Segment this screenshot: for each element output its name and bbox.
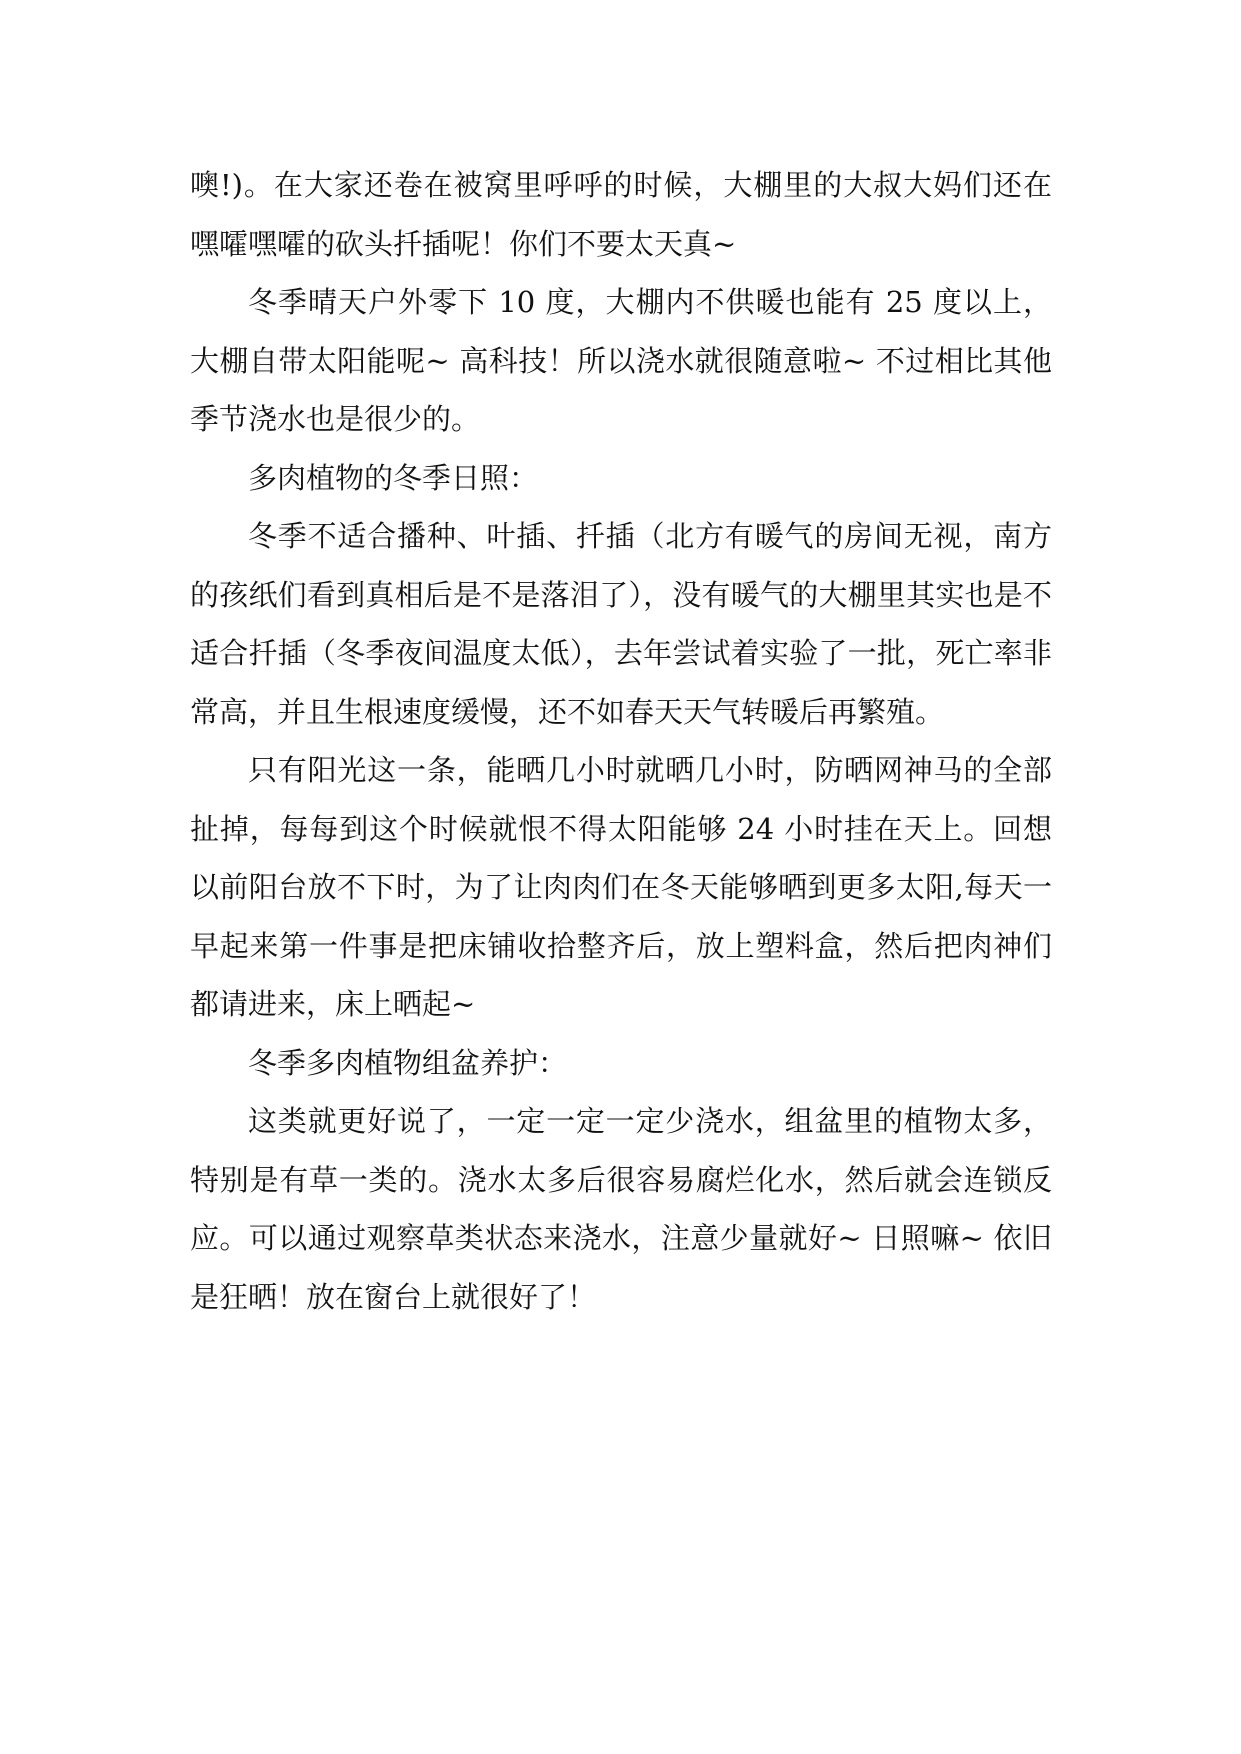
paragraph-sunlight-exposure: 只有阳光这一条，能晒几小时就晒几小时，防晒网神马的全部扯掉，每每到这个时候就恨不得太阳能够 24 小时挂在天上。回想以前阳台放不下时，为了让肉肉们在冬天能够晒到更多太阳,每天一早起来第一件事是把床铺收拾整齐后，放上塑料盒，然后把肉神们都请进来，床上晒起~ (190, 753, 1052, 1021)
document-body (190, 156, 1052, 1326)
paragraph-arrangement-watering: 这类就更好说了，一定一定一定少浇水，组盆里的植物太多，特别是有草一类的。浇水太多后很容易腐烂化水，然后就会连锁反应。可以通过观察草类状态来浇水，注意少量就好~ 日照嘛~ 依旧是狂晒！放在窗台上就很好了！ (190, 1104, 1052, 1314)
paragraph-greenhouse-workers: 噢!)。在大家还卷在被窝里呼呼的时候，大棚里的大叔大妈们还在嘿嚯嘿嚯的砍头扦插呢！你们不要太天真~ (190, 168, 1052, 261)
heading-winter-sunlight: 多肉植物的冬季日照： (248, 460, 539, 495)
heading-winter-arrangement-care: 冬季多肉植物组盆养护： (248, 1045, 568, 1080)
paragraph-winter-propagation: 冬季不适合播种、叶插、扦插（北方有暖气的房间无视，南方的孩纸们看到真相后是不是落泪了），没有暖气的大棚里其实也是不适合扦插（冬季夜间温度太低），去年尝试着实验了一批，死亡率非常高，并且生根速度缓慢，还不如春天天气转暖后再繁殖。 (190, 519, 1052, 729)
paragraph-winter-temperature: 冬季晴天户外零下 10 度，大棚内不供暖也能有 25 度以上，大棚自带太阳能呢~ 高科技！所以浇水就很随意啦~ 不过相比其他季节浇水也是很少的。 (190, 285, 1052, 436)
